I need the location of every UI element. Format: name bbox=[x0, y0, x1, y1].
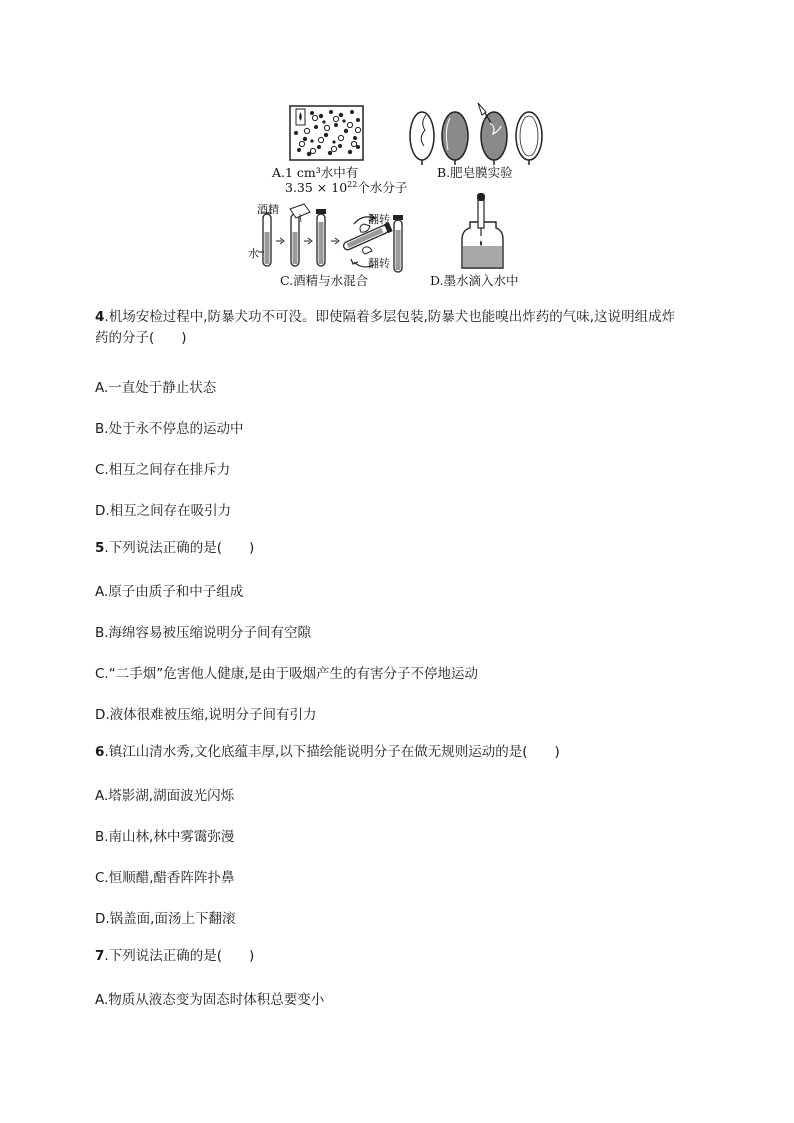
soap-film-illustration bbox=[410, 103, 542, 165]
label-water: 水 bbox=[248, 247, 259, 260]
question-5-stem: .下列说法正确的是( ) bbox=[104, 540, 255, 556]
figure-caption-b: B.肥皂膜实验 bbox=[437, 165, 513, 180]
figure-caption-d: D.墨水滴入水中 bbox=[430, 273, 519, 288]
question-4-option-b[interactable]: B.处于永不停息的运动中 bbox=[95, 421, 244, 437]
question-4-stem-line2: 药的分子( ) bbox=[95, 330, 187, 346]
experiment-figure bbox=[0, 0, 794, 300]
label-alcohol: 酒精 bbox=[257, 203, 279, 216]
caption-a-exponent: 22 bbox=[347, 179, 358, 189]
figure-caption-a-line1: A.1 cm³水中有 bbox=[272, 165, 359, 180]
question-4-option-a[interactable]: A.一直处于静止状态 bbox=[95, 380, 217, 396]
question-5 bbox=[95, 538, 254, 559]
caption-a-tail: 个水分子 bbox=[357, 180, 408, 195]
question-6-option-a[interactable]: A.塔影湖,湖面波光闪烁 bbox=[95, 788, 235, 804]
question-4-option-d[interactable]: D.相互之间存在吸引力 bbox=[95, 503, 232, 519]
question-6-option-c[interactable]: C.恒顺醋,醋香阵阵扑鼻 bbox=[95, 870, 235, 886]
figure-caption-a-line2 bbox=[285, 178, 407, 196]
figure-caption-c: C.酒精与水混合 bbox=[280, 273, 369, 288]
caption-a-mantissa: 3.35 × 10 bbox=[285, 180, 348, 195]
question-5-option-c[interactable]: C.“二手烟”危害他人健康,是由于吸烟产生的有害分子不停地运动 bbox=[95, 666, 478, 682]
question-6-number: 6 bbox=[95, 744, 105, 760]
question-5-option-d[interactable]: D.液体很难被压缩,说明分子间有引力 bbox=[95, 707, 317, 723]
question-6-stem: .镇江山清水秀,文化底蕴丰厚,以下描绘能说明分子在做无规则运动的是( ) bbox=[104, 744, 560, 760]
question-6-option-d[interactable]: D.锅盖面,面汤上下翻滚 bbox=[95, 911, 236, 927]
question-6-option-b[interactable]: B.南山林,林中雾霭弥漫 bbox=[95, 829, 235, 845]
question-7-number: 7 bbox=[95, 948, 105, 964]
label-flip-top: 翻转 bbox=[368, 213, 390, 226]
question-4-option-c[interactable]: C.相互之间存在排斥力 bbox=[95, 462, 231, 478]
question-5-option-a[interactable]: A.原子由质子和中子组成 bbox=[95, 584, 244, 600]
question-4-number: 4 bbox=[95, 309, 105, 325]
question-5-option-b[interactable]: B.海绵容易被压缩说明分子间有空隙 bbox=[95, 625, 312, 641]
figure-illustrations bbox=[0, 0, 794, 300]
water-cube-illustration bbox=[290, 106, 363, 160]
question-5-number: 5 bbox=[95, 540, 105, 556]
ink-bottle-illustration bbox=[462, 193, 503, 268]
question-7-stem: .下列说法正确的是( ) bbox=[104, 948, 255, 964]
question-7-option-a[interactable]: A.物质从液态变为固态时体积总要变小 bbox=[95, 992, 325, 1008]
label-flip-bottom: 翻转 bbox=[368, 257, 390, 270]
question-4-stem-line1: .机场安检过程中,防暴犬功不可没。即使隔着多层包装,防暴犬也能嗅出炸药的气味,这说明组成炸 bbox=[104, 309, 676, 325]
question-4 bbox=[95, 307, 675, 349]
question-7 bbox=[95, 946, 254, 967]
question-6 bbox=[95, 742, 560, 763]
